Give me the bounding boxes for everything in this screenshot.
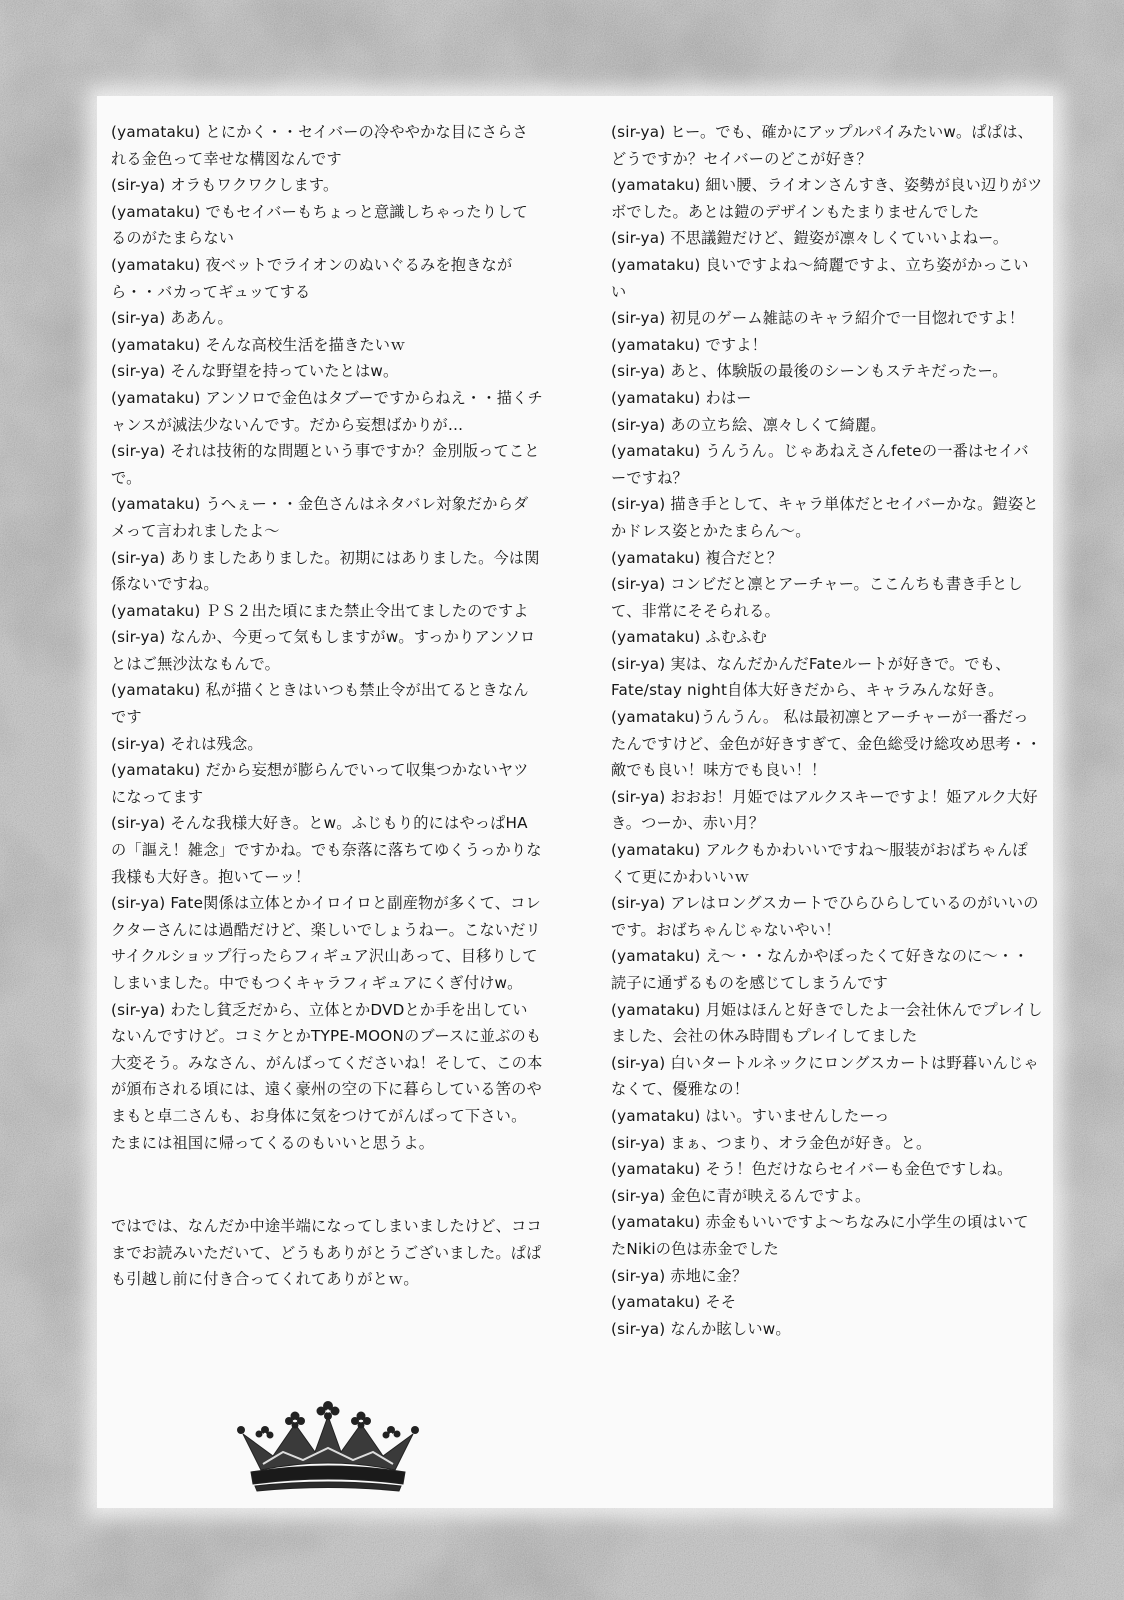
dialogue-paragraph: (sir-ya) 不思議鎧だけど、鎧姿が凛々しくていいよねー。 xyxy=(611,229,1009,248)
dialogue-paragraph: (sir-ya) コンビだと凛とアーチャー。ここんちも書き手として、非常にそそられる。 xyxy=(611,575,1023,620)
dialogue-paragraph: (sir-ya) なんか眩しいw。 xyxy=(611,1319,791,1338)
dialogue-paragraph: (sir-ya) 初見のゲーム雑誌のキャラ紹介で一目惚れですよ！ xyxy=(611,309,1025,328)
dialogue-paragraph: (sir-ya) ありましたありました。初期にはありました。今は関係ないですね。 xyxy=(111,548,540,594)
dialogue-paragraph: (yamataku) 月姫はほんと好きでしたよ一会社休んでプレイしました、会社の休み時間もプレイしてました xyxy=(611,1000,1043,1046)
dialogue-paragraph: (sir-ya) あの立ち絵、凛々しくて綺麗。 xyxy=(611,415,886,434)
dialogue-paragraph: (sir-ya) 金色に青が映えるんですよ。 xyxy=(611,1186,871,1205)
dialogue-paragraph: (sir-ya) 赤地に金？ xyxy=(611,1266,748,1285)
dialogue-paragraph: (yamataku) わはー xyxy=(611,388,752,407)
paragraph-spacer xyxy=(111,1171,543,1198)
dialogue-paragraph: (sir-ya) 白いタートルネックにロングスカートは野暮いんじゃなくて、優雅なの！ xyxy=(611,1053,1039,1099)
dialogue-paragraph: ではでは、なんだか中途半端になってしまいましたけど、ココまでお読みいただいて、どうもありがとうございました。ぱぱも引越し前に付き合ってくれてありがとｗ。 xyxy=(111,1217,542,1289)
dialogue-paragraph: (sir-ya) 描き手として、キャラ単体だとセイバーかな。鎧姿とかドレス姿とかたまらん～。 xyxy=(611,495,1039,540)
dialogue-paragraph: (yamataku) とにかく・・セイバーの冷ややかな目にさらされる金色って幸せな構図なんです xyxy=(111,123,528,168)
dialogue-paragraph: (yamataku) ですよ！ xyxy=(611,335,768,354)
dialogue-paragraph: (sir-ya) ああん。 xyxy=(111,309,233,328)
dialogue-paragraph: (yamataku) そう！色だけならセイバーも金色ですしね。 xyxy=(611,1160,1013,1179)
crown-icon xyxy=(233,1394,423,1494)
dialogue-paragraph: (yamataku) ふむふむ xyxy=(611,628,768,647)
dialogue-paragraph: (yamataku) でもセイバーもちょっと意識しちゃったりしてるのがたまらない xyxy=(111,202,528,248)
dialogue-paragraph: (sir-ya) 実は、なんだかんだFateルートが好きで。でも、Fate/stay night自体大好きだから、キャラみんな好き。 xyxy=(611,654,1011,700)
dialogue-paragraph: (yamataku) はい。すいませんしたーっ xyxy=(611,1106,890,1125)
dialogue-paragraph: たまには祖国に帰ってくるのもいいと思うよ。 xyxy=(111,1133,435,1152)
dialogue-paragraph: (yamataku) だから妄想が膨らんでいって収集つかないヤツになってます xyxy=(111,761,529,806)
dialogue-paragraph: (yamataku) うへぇー・・金色さんはネタバレ対象だからダメって言われましたよ～ xyxy=(111,495,529,540)
dialogue-paragraph: (yamataku) 良いですよね～綺麗ですよ、立ち姿がかっこいい xyxy=(611,255,1029,301)
dialogue-paragraph: (sir-ya) まぁ、つまり、オラ金色が好き。と。 xyxy=(611,1133,932,1152)
dialogue-paragraph: (yamataku) そそ xyxy=(611,1293,737,1312)
dialogue-paragraph: (yamataku) え～・・なんかやぼったくて好きなのに～・・読子に通ずるものを感じてしまうんです xyxy=(611,947,1029,992)
dialogue-paragraph: (yamataku)うんうん。 私は最初凛とアーチャーが一番だったんですけど、金色が好きすぎて、金色総受け総攻め思考・・敵でも良い！味方でも良い！！ xyxy=(611,708,1042,780)
dialogue-paragraph: (sir-ya) わたし貧乏だから、立体とかDVDとか手を出していないんですけど。コミケとかTYPE-MOONのブースに並ぶのも大変そう。みなさん、がんばってくださいね！そして、この本が頒布される頃には、遠く豪州の空の下に暮らしている筈のやまもと卓二さんも、お身体に気をつけてがんばって下さい。 xyxy=(111,1000,543,1125)
dialogue-paragraph: (sir-ya) Fate関係は立体とかイロイロと副産物が多くて、コレクターさんには過酷だけど、楽しいでしょうねー。こないだリサイクルショップ行ったらフィギュア沢山あって、目移りしてしまいました。中でもつくキャラフィギュアにくぎ付けw。 xyxy=(111,894,541,992)
dialogue-paragraph: (sir-ya) アレはロングスカートでひらひらしているのがいいのです。おばちゃんじゃないやい！ xyxy=(611,894,1039,939)
dialogue-paragraph: (yamataku) 細い腰、ライオンさんすき、姿勢が良い辺りがツボでした。あとは鎧のデザインもたまりませんでした xyxy=(611,176,1043,221)
dialogue-paragraph: (sir-ya) それは技術的な問題という事ですか？金別版ってことで。 xyxy=(111,442,540,487)
dialogue-paragraph: (yamataku) うんうん。じゃあねえさんfeteの一番はセイバーですね？ xyxy=(611,442,1029,487)
dialogue-paragraph: (yamataku) アンソロで金色はタブーですからねえ・・描くチャンスが滅法少ないんです。だから妄想ばかりが… xyxy=(111,388,543,434)
dialogue-paragraph: (yamataku) 赤金もいいですよ～ちなみに小学生の頃はいてたNikiの色は赤金でした xyxy=(611,1213,1029,1258)
left-column xyxy=(111,119,543,1293)
dialogue-paragraph: (sir-ya) なんか、今更って気もしますがw。すっかりアンソロとはご無沙汰なもんで。 xyxy=(111,628,536,673)
dialogue-paragraph: (sir-ya) そんな我様大好き。とw。ふじもり的にはやっぱHAの「謳え！雑念」ですかね。でも奈落に落ちてゆくうっかりな我様も大好き。抱いてーッ！ xyxy=(111,814,542,886)
dialogue-paragraph: (yamataku) そんな高校生活を描きたいｗ xyxy=(111,335,406,354)
dialogue-paragraph: (sir-ya) あと、体験版の最後のシーンもステキだったー。 xyxy=(611,362,1008,381)
dialogue-paragraph: (yamataku) 複合だと？ xyxy=(611,548,783,567)
dialogue-paragraph: (yamataku) 私が描くときはいつも禁止令が出てるときなんです xyxy=(111,681,529,727)
dialogue-paragraph: (sir-ya) おおお！月姫ではアルクスキーですよ！姫アルク大好き。つーか、赤い月？ xyxy=(611,787,1038,833)
dialogue-paragraph: (yamataku) ＰＳ２出た頃にまた禁止令出てましたのですよ xyxy=(111,601,529,620)
dialogue-paragraph: (sir-ya) それは残念。 xyxy=(111,734,263,753)
dialogue-paragraph: (yamataku) 夜ベットでライオンのぬいぐるみを抱きながら・・バカってギュッてする xyxy=(111,255,513,301)
dialogue-paragraph: (sir-ya) オラもワクワクします。 xyxy=(111,176,339,195)
dialogue-paragraph: (yamataku) アルクもかわいいですね～服装がおばちゃんぽくて更にかわいいｗ xyxy=(611,841,1028,886)
dialogue-paragraph: (sir-ya) そんな野望を持っていたとはw。 xyxy=(111,362,399,381)
right-column xyxy=(611,119,1043,1342)
dialogue-paragraph: (sir-ya) ヒー。でも、確かにアップルパイみたいw。ぱぱは、どうですか？セイバーのどこが好き？ xyxy=(611,123,1033,168)
